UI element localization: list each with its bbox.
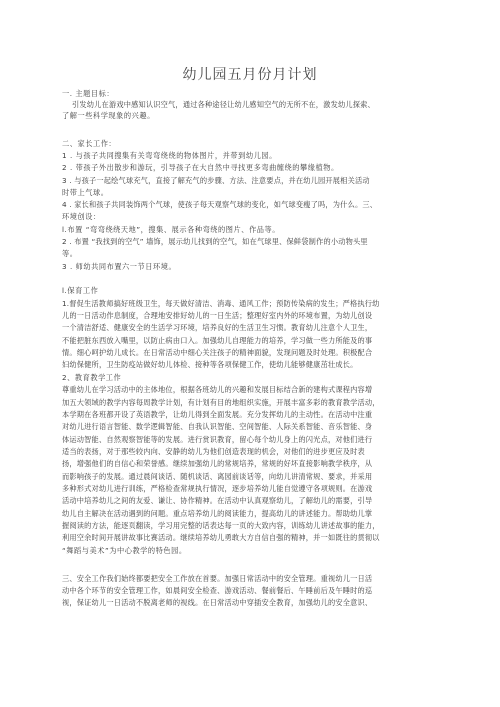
paragraph-line: 利用空余时间开展讲故事比赛活动。继续培养幼儿勇敢大方自信自强的精神，并一如既往的贯彻以 [62,533,380,542]
paragraph-line: 尊重幼儿在学习活动中的主体地位，根据各班幼儿的兴趣和发展目标结合新的建构式课程内容增 [62,385,373,394]
paragraph-line: 多种形式对幼儿进行训练，严格检查常规执行情况，逐步培养幼儿能自觉遵守各项规则。在游戏 [62,484,373,493]
paragraph-line: 本学期在各班都开设了英语教学，让幼儿得到全面发展。充分发挥幼儿的主动性。在活动中注重 [62,410,373,419]
section-heading: 环境创设： [62,212,101,221]
list-item: 2 . 带孩子外出散步和游玩，引导孩子在大自然中寻找更多弯曲缠绕的攀缘植物。 [62,163,339,172]
paragraph-line: 幼儿自主解决在活动遇到的问题。重点培养幼儿的阅读能力，提高幼儿的讲述能力。帮助幼儿掌 [62,509,373,518]
paragraph-line: 而影响孩子的发展。通过晨间谈话、随机谈话、离园前谈话等，向幼儿讲清常规、要求，并采用 [62,472,373,481]
paragraph-line: 加五大领域的教学内容每周教学计划，有计划有目的地组织实施，开展丰富多彩的教育教学活动， [62,398,380,407]
section-heading: l.保育工作 [62,286,99,295]
paragraph-line: 动中各个环节的安全管理工作，如晨间安全检查、游戏活动、餐前餐后、午睡前后及午睡时的巡 [62,586,373,595]
list-item: l.布置 “弯弯绕绕天地”，搜集、展示各种弯绕的图片、作品等。 [62,225,280,234]
paragraph-line: 一个清洁舒适、健康安全的生活学习环境，培养良好的生活卫生习惯。教育幼儿注意个人卫生， [62,323,373,332]
section-heading: 二、家长工作： [62,139,117,148]
page-title: 幼儿园五月份月计划 [182,67,318,83]
paragraph-line: 三、安全工作我们始终都要把安全工作放在首要。加强日常活动中的安全管理。重视幼儿一日活 [62,574,373,583]
paragraph-line: 了解一些科学现象的兴趣。 [62,111,155,120]
list-item: 4 . 家长和孩子共同装饰两个气球，使孩子每天观察气球的变化，如气球变瘦了吗，为什么。三、 [62,200,378,209]
paragraph-line: 妇幼保健所，卫生防疫站做好幼儿体检、接种等各项保健工作，使幼儿能够健康茁壮成长。 [62,360,358,369]
section-heading: 一. 主题目标： [62,89,115,98]
list-item: 等。 [62,249,78,258]
section-heading: 2、教育教学工作 [62,373,122,382]
paragraph-line: 视，保证幼儿一日活动不脱离老师的视线。在日常活动中穿插安全教育，加强幼儿的安全意识、 [62,598,373,607]
list-item: 1 . 与孩子共同搜集有关弯弯绕绕的物体图片，并带到幼儿园。 [62,151,277,160]
paragraph-line: “舞蹈与美术”为中心教学的特色园。 [62,546,187,555]
paragraph-line: 不能把脏东西放入嘴里，以防止病由口入。加强幼儿自理能力的培养，学习做一些力所能及的事 [62,336,373,345]
paragraph-line: 1.督促生活教师搞好班级卫生，每天做好清洁、消毒、通风工作；预防传染病的发生；严格执行幼 [62,299,380,308]
list-item: 3 . 师幼共同布置六一节日环境。 [62,262,177,271]
paragraph-line: 扬，增强他们的自信心和荣誉感。继续加强幼儿的常规培养，常规的好坏直接影响教学秩序，从 [62,459,373,468]
paragraph-line: 活动中培养幼儿之间的友爱、谦让、协作精神。在活动中认真观察幼儿，了解幼儿的需要，引导 [62,496,373,505]
paragraph-line: 儿的一日活动作息制度，合理地安排好幼儿的一日生活；整理好室内外的环境布置，为幼儿创设 [62,311,373,320]
paragraph-line: 对幼儿进行语言智能、数学逻辑智能、自我认识智能、空间智能、人际关系智能、音乐智能、身 [62,422,373,431]
list-item: 2 . 布置 “我找到的空气” 墙饰，展示幼儿找到的空气，如在气球里、保鲜袋制作的小动物头里 [62,237,368,246]
list-item: 时带上气球。 [62,188,109,197]
paragraph-line: 引发幼儿在游戏中感知认识空气，通过各种途径让幼儿感知空气的无所不在，激发幼儿探索、 [72,100,375,109]
list-item: 3 . 与孩子一起绘气球充气，直接了解充气的步骤、方法、注意要点，并在幼儿园开展相关活动 [62,176,370,185]
paragraph-line: 情。细心呵护幼儿成长。在日常活动中细心关注孩子的精神面貌，发现问题及时处理。积极配合 [62,348,373,357]
paragraph-line: 适当的表扬，对于那些较内向、安静的幼儿为他们创造表现的机会，对他们的进步更应及时表 [62,447,365,456]
paragraph-line: 握阅读的方法，能逐页翻读，学习用完整的话表达每一页的大致内容，训练幼儿讲述故事的能力， [62,521,380,530]
paragraph-line: 体运动智能、自然观察智能等的发展。进行赏识教育，留心每个幼儿身上的闪光点，对他们进行 [62,435,373,444]
